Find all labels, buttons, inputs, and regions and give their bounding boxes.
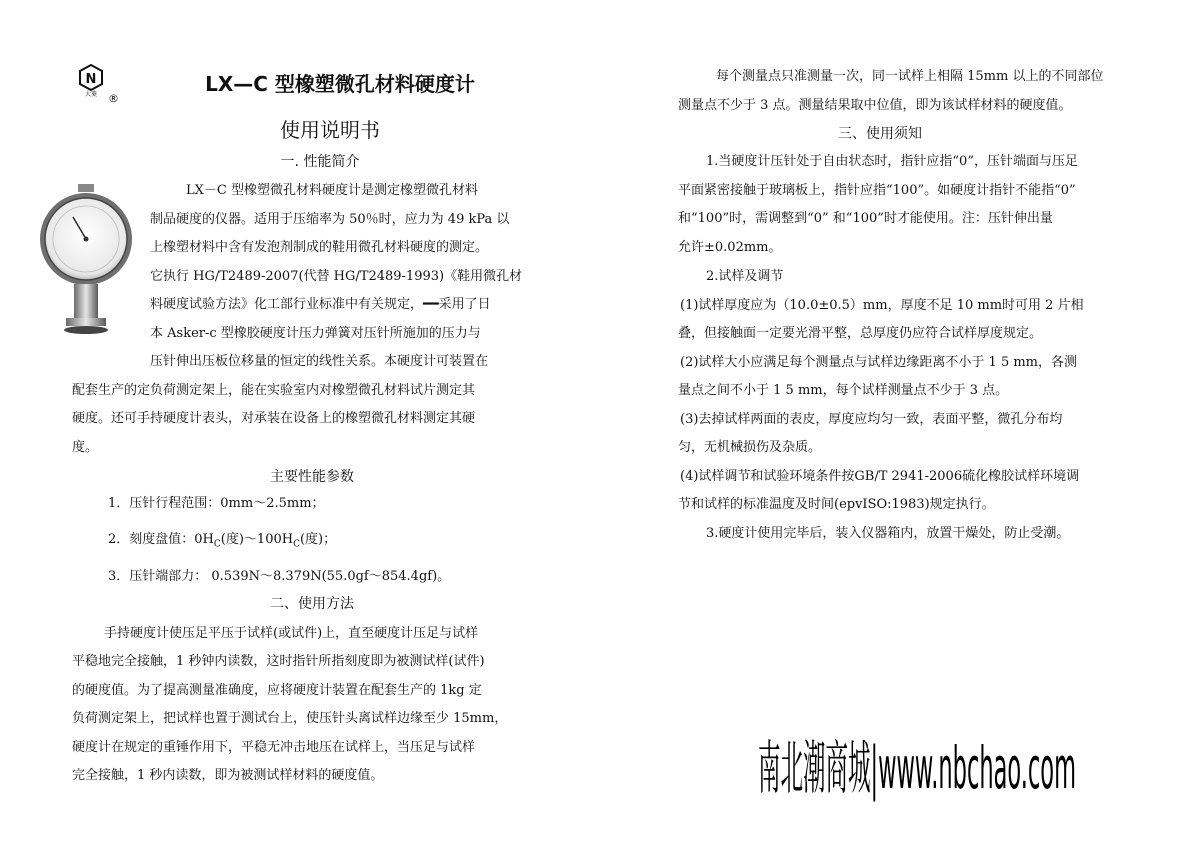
intro-line: 压针伸出压板位移量的恒定的线性关系。本硬度计可装置在 bbox=[150, 354, 489, 369]
params-heading: 主要性能参数 bbox=[270, 469, 354, 485]
usage-line: 手持硬度计使压足平压于试样(或试件)上，直至硬度计压足与试样 bbox=[104, 626, 479, 641]
usage-cont-line: 每个测量点只准测量一次，同一试样上相隔 15mm 以上的不同部位 bbox=[716, 69, 1104, 84]
intro-line: 制品硬度的仪器。适用于压缩率为 50％时，应力为 49 kPa 以 bbox=[150, 212, 510, 227]
intro-line: 料硬度试验方法》化工部行业标准中有关规定，━━采用了日 bbox=[150, 297, 491, 312]
notice-line: 叠，但接触面一定要光滑平整，总厚度仍应符合试样厚度规定。 bbox=[678, 326, 1043, 341]
watermark-text: 南北潮商城|www.nbchao.com bbox=[758, 734, 1076, 802]
intro-line: 本 Asker-c 型橡胶硬度计压力弹簧对压针所施加的压力与 bbox=[150, 326, 481, 341]
section2-heading: 二、使用方法 bbox=[270, 596, 354, 612]
logo-caption: 大菱 bbox=[84, 91, 97, 98]
notice-line: (4)试样调节和试验环境条件按GB/T 2941-2006硫化橡胶试样环境调 bbox=[680, 469, 1080, 484]
intro-line: 它执行 HG/T2489-2007(代替 HG/T2489-1993)《鞋用微孔材 bbox=[150, 269, 523, 284]
watermark bbox=[758, 712, 1078, 822]
notice-line: (3)去掉试样两面的表皮，厚度应均匀一致，表面平整，微孔分布均 bbox=[680, 412, 1063, 427]
notice-line: 1.当硬度计压针处于自由状态时，指针应指“0”，压针端面与压足 bbox=[706, 154, 1078, 169]
notice-line: 匀，无机械损伤及杂质。 bbox=[678, 440, 822, 455]
notice-line: 量点之间不小于 1 5 mm，每个试样测量点不少于 3 点。 bbox=[678, 383, 1009, 398]
param-3: 3．压针端部力： 0.539N～8.379N(55.0gf～854.4gf)。 bbox=[108, 569, 451, 584]
logo-letter: N bbox=[85, 72, 97, 87]
usage-line: 硬度计在规定的重锤作用下，平稳无冲击地压在试样上，当压足与试样 bbox=[72, 740, 476, 755]
intro-line: 度。 bbox=[72, 440, 99, 455]
intro-line: 配套生产的定负荷测定架上，能在实验室内对橡塑微孔材料试片测定其 bbox=[72, 383, 476, 398]
brand-logo bbox=[78, 64, 104, 98]
document-subtitle: 使用说明书 bbox=[280, 118, 380, 142]
registered-mark: ® bbox=[108, 92, 119, 105]
param-2: 2．刻度盘值：$0H_C$(度)$\sim 100H_C$(度)； bbox=[108, 532, 337, 550]
usage-line: 平稳地完全接触，1 秒钟内读数，这时指针所指刻度即为被测试样(试件) bbox=[72, 654, 485, 669]
notice-line: (1)试样厚度应为（10.0±0.5）mm，厚度不足 10 mm时可用 2 片相 bbox=[680, 298, 1084, 313]
notice-line: 节和试样的标准温度及时间(epvISO:1983)规定执行。 bbox=[678, 497, 995, 512]
durometer-image bbox=[38, 184, 138, 336]
usage-line: 负荷测定架上，把试样也置于测试台上，使压针头离试样边缘至少 15mm， bbox=[72, 711, 508, 726]
notice-line: 允许±0.02mm。 bbox=[678, 240, 782, 255]
param-1: 1．压针行程范围：0mm～2.5mm； bbox=[108, 496, 325, 511]
section1-heading: 一. 性能简介 bbox=[280, 154, 360, 170]
brand-logo-icon bbox=[78, 64, 104, 94]
notice-line: 2.试样及调节 bbox=[706, 269, 784, 284]
usage-line: 的硬度值。为了提高测量准确度，应将硬度计装置在配套生产的 1kg 定 bbox=[72, 683, 482, 698]
intro-line: LX－C 型橡塑微孔材料硬度计是测定橡塑微孔材料 bbox=[186, 183, 478, 198]
notice-line: 平面紧密接触于玻璃板上，指针应指“100”。如硬度计指针不能指“0” bbox=[678, 183, 1076, 198]
notice-line: 和“100”时，需调整到“0” 和“100”时才能使用。注：压针伸出量 bbox=[678, 211, 1053, 226]
section3-heading: 三、使用须知 bbox=[838, 126, 922, 142]
document-title: LX—C 型橡塑微孔材料硬度计 bbox=[205, 72, 475, 96]
usage-line: 完全接触，1 秒内读数，即为被测试样材料的硬度值。 bbox=[72, 768, 384, 783]
intro-line: 硬度。还可手持硬度计表头，对承装在设备上的橡塑微孔材料测定其硬 bbox=[72, 411, 476, 426]
intro-line: 上橡塑材料中含有发泡剂制成的鞋用微孔材料硬度的测定。 bbox=[150, 240, 489, 255]
notice-line: 3.硬度计使用完毕后，装入仪器箱内，放置干燥处，防止受潮。 bbox=[706, 526, 1070, 541]
usage-cont-line: 测量点不少于 3 点。测量结果取中位值，即为该试样材料的硬度值。 bbox=[678, 98, 1072, 113]
notice-line: (2)试样大小应满足每个测量点与试样边缘距离不小于 1 5 mm，各测 bbox=[680, 355, 1078, 370]
